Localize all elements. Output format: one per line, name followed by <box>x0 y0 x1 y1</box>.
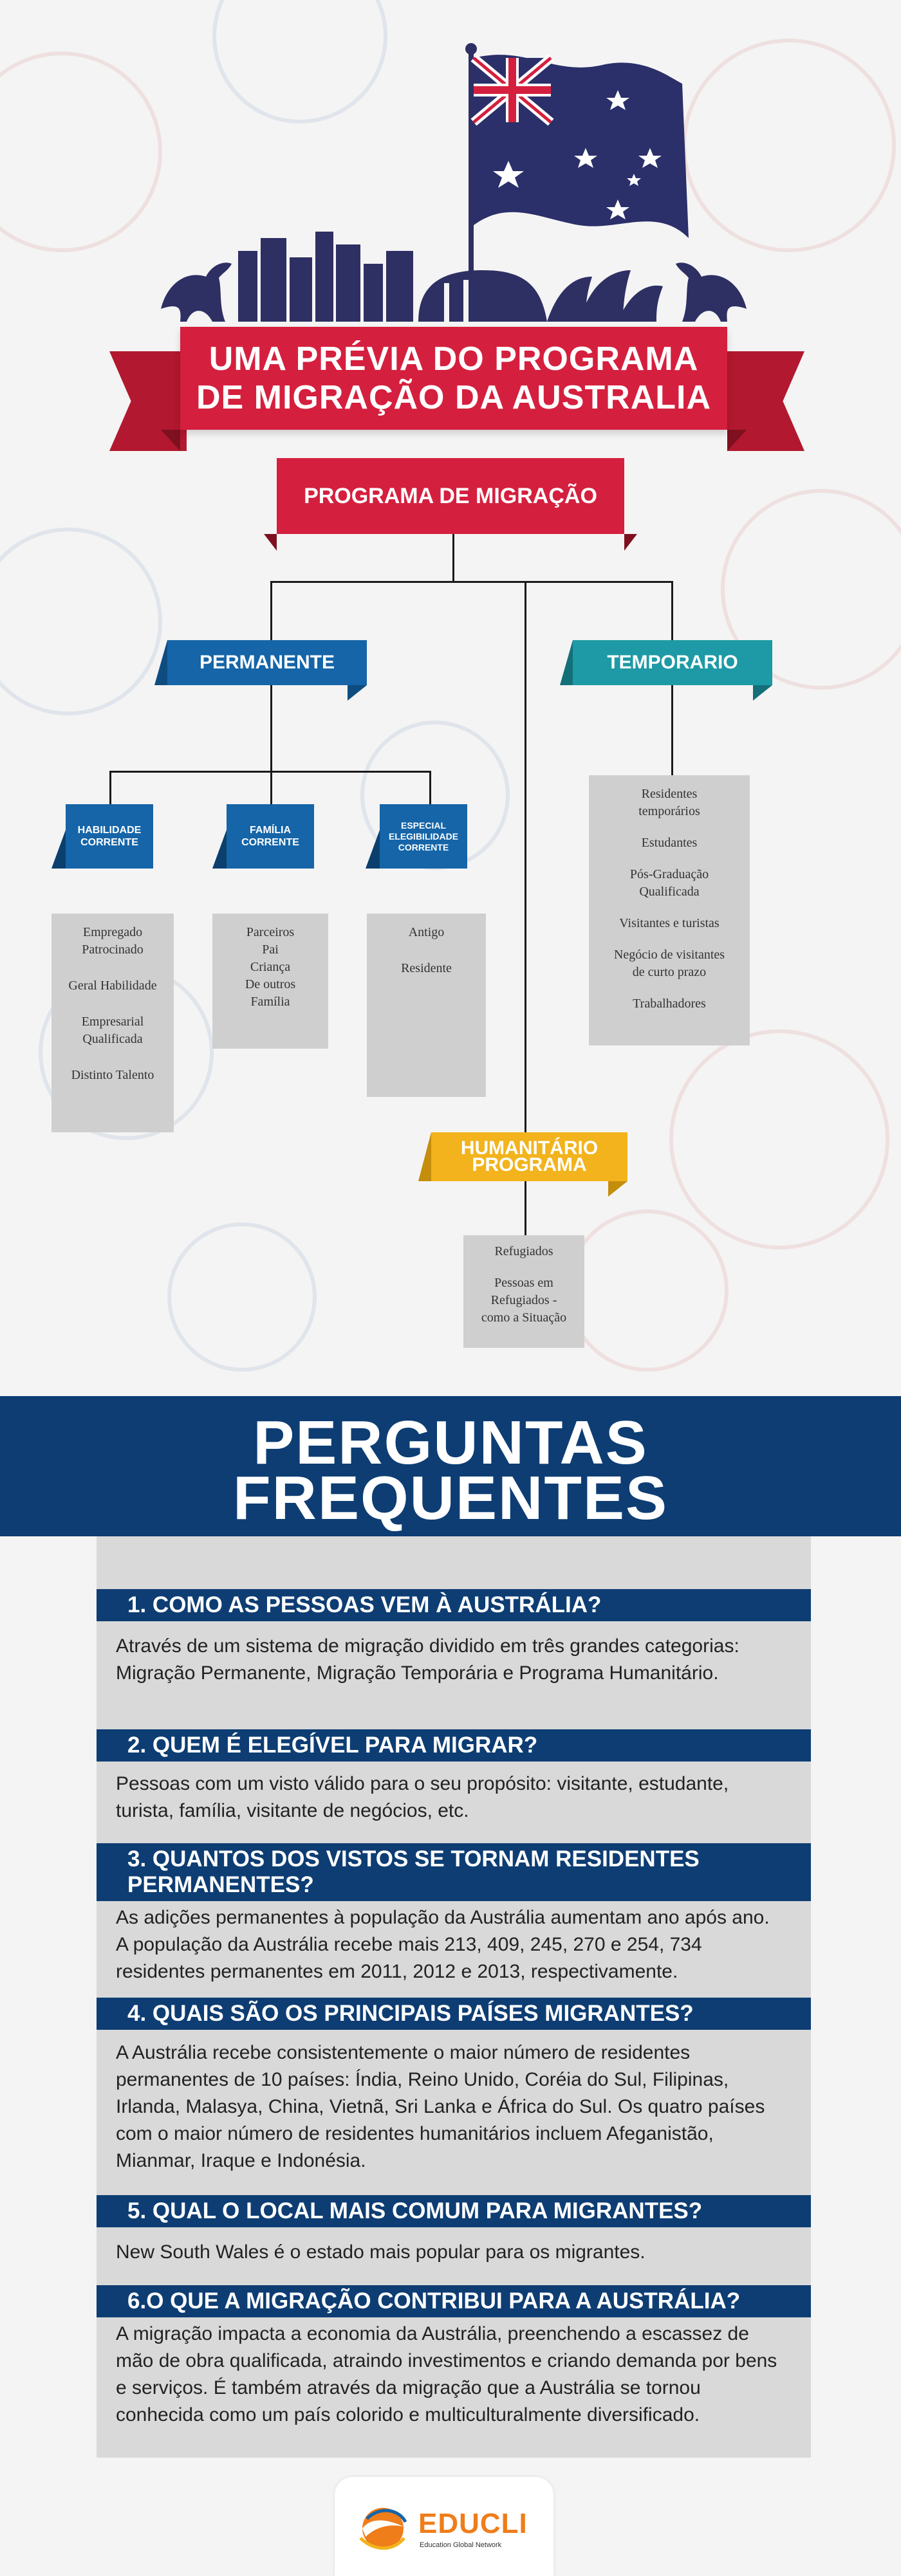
faq-question-4: 4. QUAIS SÃO OS PRINCIPAIS PAÍSES MIGRANTES? <box>97 1998 811 2030</box>
list-item: Pessoas em Refugiados - como a Situação <box>481 1276 567 1325</box>
temporary-list <box>589 775 750 1045</box>
faq-answer-5: New South Wales é o estado mais popular para os migrantes. <box>116 2241 646 2263</box>
list-item: Antigo <box>408 925 445 939</box>
category-humanitarian-edge <box>418 1132 431 1181</box>
category-temporary: TEMPORARIO <box>573 640 772 685</box>
list-item: Visitantes e turistas <box>619 916 720 930</box>
connector-line <box>525 1181 526 1238</box>
list-item: Residentes temporários <box>638 787 700 818</box>
main-title-line1: UMA PRÉVIA DO PROGRAMA <box>209 340 699 378</box>
logo-card <box>335 2477 553 2576</box>
connector-line <box>452 534 454 582</box>
humanitarian-list <box>463 1235 584 1348</box>
subcategory-label: ELEGIBILIDADE <box>388 831 459 842</box>
list-item: Trabalhadores <box>633 997 706 1011</box>
connector-line <box>270 771 272 806</box>
subcategory-edge <box>212 830 227 869</box>
connector-line <box>525 581 526 1134</box>
list-item: De outros <box>245 977 296 991</box>
main-title-line2: DE MIGRAÇÃO DA AUSTRALIA <box>196 379 712 416</box>
faq-header <box>0 1396 901 1536</box>
category-humanitarian <box>431 1132 627 1181</box>
category-permanent-fold <box>348 685 367 701</box>
faq-title-line1: PERGUNTAS <box>253 1408 648 1477</box>
list-item: Geral Habilidade <box>68 979 157 993</box>
subcategory-family-stream <box>227 804 314 869</box>
subcategory-edge <box>51 830 66 869</box>
program-box-shadow-left <box>264 534 277 551</box>
faq-title-line2: FREQUENTES <box>232 1464 669 1532</box>
connector-line <box>270 685 272 772</box>
faq-answer-2: Pessoas com um visto válido para o seu propósito: visitante, estudante, turista, família, visitante de negócios, etc. <box>116 1773 729 1821</box>
category-humanitarian-line1: HUMANITÁRIO <box>460 1137 599 1159</box>
subcategory-label: CORRENTE <box>80 837 138 848</box>
list-item: Pai <box>262 943 279 957</box>
list-item: Pós-Graduação Qualificada <box>629 867 709 899</box>
category-permanent: PERMANENTE <box>167 640 367 685</box>
special-eligibility-list <box>367 914 486 1097</box>
subcategory-edge <box>366 830 380 869</box>
list-item: Estudantes <box>641 836 698 850</box>
program-box-shadow-right <box>624 534 637 551</box>
category-humanitarian-fold <box>608 1181 627 1197</box>
subcategory-label: CORRENTE <box>241 837 299 848</box>
subcategory-label: ESPECIAL <box>400 820 446 831</box>
list-item: Refugiados <box>494 1244 553 1258</box>
skill-stream-list <box>51 914 174 1132</box>
list-item: Negócio de visitantes de curto prazo <box>613 948 725 979</box>
connector-line <box>671 685 673 775</box>
connector-line <box>429 771 431 806</box>
subcategory-skill-stream <box>66 804 153 869</box>
australia-flag-skyline-illustration <box>142 39 759 335</box>
faq-answer-3: As adições permanentes à população da Austrália aumentam ano após ano. A população da Austrália recebe mais 213, 409, 245, 270 e 254, 734 residentes permanentes em 2011, 2012 e 2013, respectivamente. <box>116 1907 770 1982</box>
family-stream-list <box>212 914 328 1049</box>
connector-line <box>270 581 673 583</box>
logo-tagline: Education Global Network <box>420 2541 502 2549</box>
list-item: Distinto Talento <box>71 1068 154 1082</box>
list-item: Parceiros <box>246 925 295 939</box>
category-humanitarian-line2: PROGRAMA <box>472 1154 587 1175</box>
subcategory-label: HABILIDADE <box>77 825 142 836</box>
connector-line <box>109 771 111 806</box>
faq-question-2: 2. QUEM É ELEGÍVEL PARA MIGRAR? <box>97 1729 811 1762</box>
connector-line <box>270 581 272 640</box>
connector-line <box>671 581 673 640</box>
faq-question-3: 3. QUANTOS DOS VISTOS SE TORNAM RESIDENTES PERMANENTES? <box>97 1843 811 1901</box>
logo-name: EDUCLI <box>418 2508 528 2539</box>
list-item: Criança <box>250 960 291 974</box>
list-item: Empresarial Qualificada <box>81 1015 144 1046</box>
subcategory-label: CORRENTE <box>398 842 449 852</box>
subcategory-label: FAMÍLIA <box>250 825 291 836</box>
list-item: Residente <box>401 961 452 975</box>
faq-question-1: 1. COMO AS PESSOAS VEM À AUSTRÁLIA? <box>97 1589 811 1621</box>
faq-answer-6: A migração impacta a economia da Austrália, preenchendo a escassez de mão de obra qualificada, atraindo investimentos e criando demanda por bens e serviços. É também através da migração que a Austrália se tornou conhecida como um país colorido e multiculturalmente diversificado. <box>116 2323 777 2425</box>
banner-fold-left <box>161 430 180 451</box>
category-temporary-edge <box>560 640 573 685</box>
subcategory-special-eligibility-stream <box>380 804 467 869</box>
list-item: Empregado Patrocinado <box>82 925 144 957</box>
program-box: PROGRAMA DE MIGRAÇÃO <box>277 458 624 534</box>
educli-globe-icon <box>354 2499 412 2557</box>
category-temporary-fold <box>753 685 772 701</box>
banner-fold-right <box>727 430 747 451</box>
faq-answer-4: A Austrália recebe consistentemente o maior número de residentes permanentes de 10 países: Índia, Reino Unido, Coréia do Sul, Filipinas, Irlanda, Malasya, China, Vietnã, Sri Lanka e África do Sul. Os quatro países com o maior número de residentes humanitários incluem Afeganistão, Mianmar, Iraque e Indonésia. <box>116 2042 765 2171</box>
list-item: Família <box>250 995 290 1009</box>
category-permanent-edge <box>154 640 167 685</box>
faq-answer-1: Através de um sistema de migração dividido em três grandes categorias: Migração Permanente, Migração Temporária e Programa Humanitário. <box>116 1635 739 1684</box>
faq-question-5: 5. QUAL O LOCAL MAIS COMUM PARA MIGRANTES? <box>97 2195 811 2227</box>
main-title-banner <box>180 327 727 430</box>
faq-question-6: 6.O QUE A MIGRAÇÃO CONTRIBUI PARA A AUSTRÁLIA? <box>97 2285 811 2317</box>
